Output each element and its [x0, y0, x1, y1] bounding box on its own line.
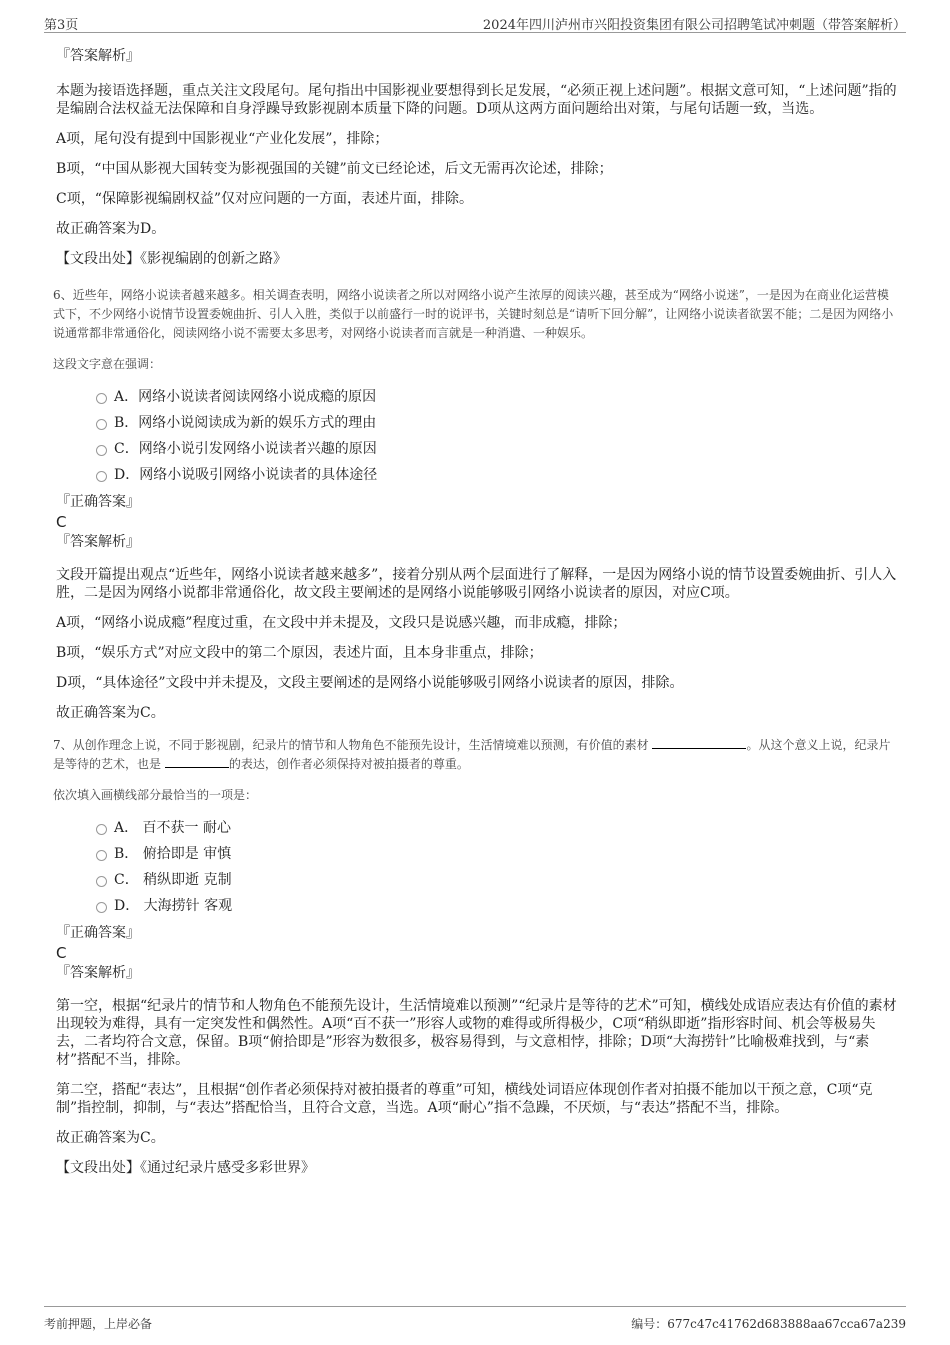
fill-blank	[652, 736, 746, 749]
fill-blank	[165, 755, 229, 768]
radio-icon[interactable]	[96, 419, 107, 430]
conclusion: 故正确答案为D。	[56, 221, 166, 237]
question-prompt: 依次填入画横线部分最恰当的一项是：	[53, 788, 258, 802]
option-d[interactable]	[96, 893, 900, 919]
correct-answer-label: 『正确答案』	[56, 494, 140, 510]
analysis-paragraph: A项，“网络小说成瘾”程度过重，在文段中并未提及，文段只是说感兴趣，而非成瘾，排除；	[56, 615, 627, 631]
option-label: D． 大海捞针 客观	[114, 898, 233, 914]
option-label: A． 百不获一 耐心	[114, 820, 232, 836]
analysis-label: 『答案解析』	[56, 48, 140, 64]
option-a[interactable]	[96, 384, 900, 410]
option-label: C．网络小说引发网络小说读者兴趣的原因	[114, 441, 377, 457]
analysis-paragraph: 本题为接语选择题，重点关注文段尾句。尾句指出中国影视业要想得到长足发展，“必须正视上述问题”。根据文意可知，“上述问题”指的是编剧合法权益无法保障和自身浮躁导致影视剧本质量下降的问题。D项从这两方面问题给出对策，与尾句话题一致，当选。	[56, 83, 897, 117]
analysis-paragraph: 第二空，搭配“表达”，且根据“创作者必须保持对被拍摄者的尊重”可知，横线处词语应体现创作者对拍摄不能加以干预之意，C项“克制”指控制，抑制，与“表达”搭配恰当，且符合文意，当选。A项“耐心”指不急躁，不厌烦，与“表达”搭配不当，排除。	[56, 1082, 873, 1116]
radio-icon[interactable]	[96, 393, 107, 404]
correct-answer: C	[56, 944, 67, 962]
option-c[interactable]	[96, 436, 900, 462]
options-list	[96, 815, 900, 919]
option-d[interactable]	[96, 462, 900, 488]
radio-icon[interactable]	[96, 471, 107, 482]
page-footer	[44, 1306, 906, 1333]
option-b[interactable]	[96, 841, 900, 867]
radio-icon[interactable]	[96, 824, 107, 835]
option-label: B．网络小说阅读成为新的娱乐方式的理由	[114, 415, 377, 431]
page-content	[53, 46, 900, 1177]
analysis-paragraph: D项，“具体途径”文段中并未提及，文段主要阐述的是网络小说能够吸引网络小说读者的原因，排除。	[56, 675, 684, 691]
footer-slogan: 考前押题，上岸必备	[44, 1317, 153, 1331]
stem-part: 。从这个意义上说，纪录片是等待的艺术，也是	[53, 738, 891, 771]
source-citation: 【文段出处】《影视编剧的创新之路》	[56, 251, 287, 267]
analysis-paragraph: B项，“娱乐方式”对应文段中的第二个原因，表述片面，且本身非重点，排除；	[56, 645, 543, 661]
option-label: C． 稍纵即逝 克制	[114, 872, 232, 888]
page-header	[44, 12, 906, 33]
option-label: D．网络小说吸引网络小说读者的具体途径	[114, 467, 378, 483]
radio-icon[interactable]	[96, 445, 107, 456]
radio-icon[interactable]	[96, 902, 107, 913]
analysis-paragraph: C项，“保障影视编剧权益”仅对应问题的一方面，表述片面，排除。	[56, 191, 474, 207]
question-prompt: 这段文字意在强调：	[53, 357, 162, 371]
option-a[interactable]	[96, 815, 900, 841]
options-list	[96, 384, 900, 488]
analysis-paragraph: B项，“中国从影视大国转变为影视强国的关键”前文已经论述，后文无需再次论述，排除；	[56, 161, 613, 177]
analysis-paragraph: 文段开篇提出观点“近些年，网络小说读者越来越多”，接着分别从两个层面进行了解释，一是因为网络小说的情节设置委婉曲折、引人入胜，二是因为网络小说都非常通俗化，故文段主要阐述的是网络小说能够吸引网络小说读者的原因，对应C项。	[56, 567, 897, 601]
correct-answer: C	[56, 513, 67, 531]
document-id: 编号：677c47c41762d683888aa67cca67a239	[631, 1317, 906, 1331]
question-stem: 6、近些年，网络小说读者越来越多。相关调查表明，网络小说读者之所以对网络小说产生浓厚的阅读兴趣，甚至成为“网络小说迷”，一是因为在商业化运营模式下，不少网络小说情节设置委婉曲折、引人入胜，类似于以前盛行一时的说评书，关键时刻总是“请听下回分解”，让网络小说读者欲罢不能；二是因为网络小说通常都非常通俗化，阅读网络小说不需要太多思考，对网络小说读者而言就是一种消遣、一种娱乐。	[53, 288, 894, 340]
question-stem	[53, 736, 900, 774]
option-label: A．网络小说读者阅读网络小说成瘾的原因	[114, 389, 377, 405]
option-b[interactable]	[96, 410, 900, 436]
source-citation: 【文段出处】《通过纪录片感受多彩世界》	[56, 1160, 315, 1176]
document-title: 2024年四川泸州市兴阳投资集团有限公司招聘笔试冲刺题（带答案解析）	[482, 18, 906, 33]
correct-answer-label: 『正确答案』	[56, 925, 140, 941]
conclusion: 故正确答案为C。	[56, 705, 165, 721]
stem-part: 的表达，创作者必须保持对被拍摄者的尊重。	[228, 757, 469, 771]
analysis-label: 『答案解析』	[56, 965, 140, 981]
option-c[interactable]	[96, 867, 900, 893]
radio-icon[interactable]	[96, 850, 107, 861]
option-label: B． 俯拾即是 审慎	[114, 846, 232, 862]
stem-part: 7、从创作理念上说，不同于影视剧，纪录片的情节和人物角色不能预先设计，生活情境难以预测，有价值的素材	[53, 738, 649, 752]
analysis-label: 『答案解析』	[56, 534, 140, 550]
conclusion: 故正确答案为C。	[56, 1130, 165, 1146]
radio-icon[interactable]	[96, 876, 107, 887]
analysis-paragraph: A项，尾句没有提到中国影视业“产业化发展”，排除；	[56, 131, 389, 147]
page-number: 第3页	[44, 18, 79, 33]
analysis-paragraph: 第一空，根据“纪录片的情节和人物角色不能预先设计，生活情境难以预测”“纪录片是等待的艺术”可知，横线处成语应表达有价值的素材出现较为难得，具有一定突发性和偶然性。A项“百不获一”形容人或物的难得或所得极少，C项“稍纵即逝”指形容时间、机会等极易失去，二者均符合文意，保留。B项“俯拾即是”形容为数很多，极容易得到，与文意相悖，排除；D项“大海捞针”比喻极难找到，与“素材”搭配不当，排除。	[56, 998, 897, 1068]
